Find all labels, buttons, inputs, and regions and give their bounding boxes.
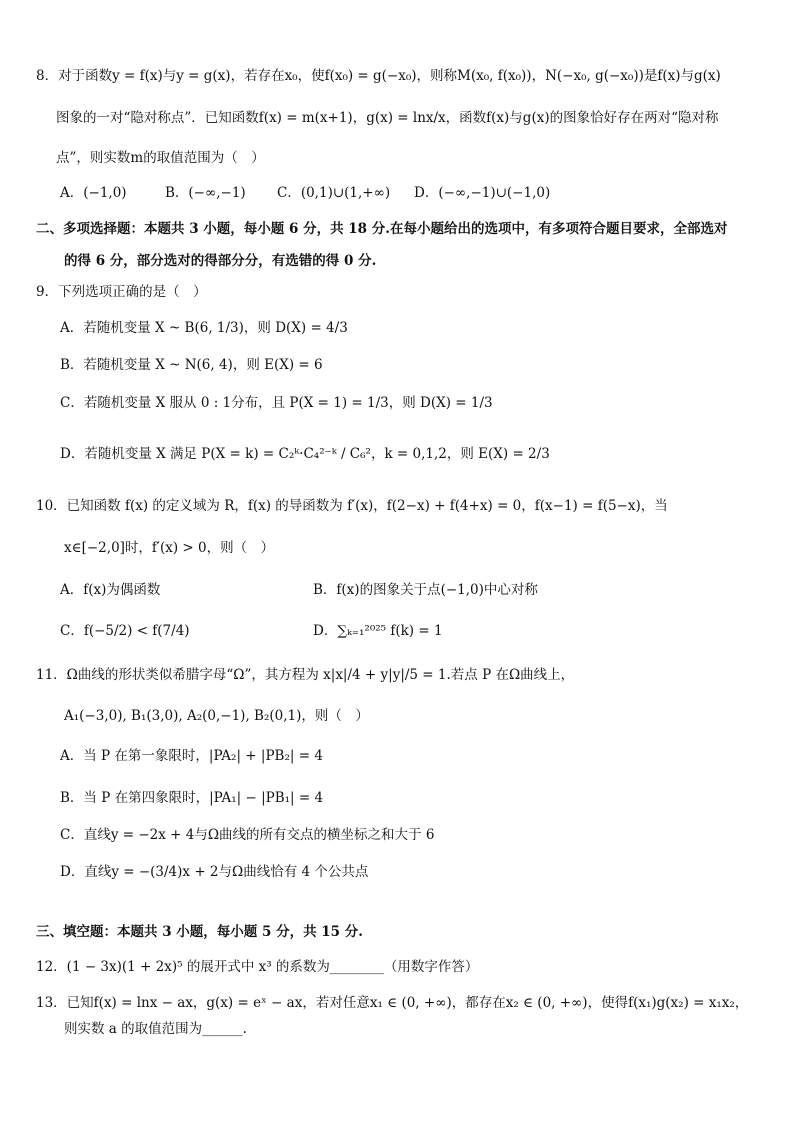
q8-stem-line3: 点”，则实数m的取值范围为（ ） — [56, 150, 265, 166]
q10-stem-line2: x∈[−2,0]时，f′(x) > 0，则（ ） — [64, 540, 275, 556]
q9-option-c: C．若随机变量 X 服从 0 : 1分布，且 P(X = 1) = 1/3，则 D(X) = 1/3 — [60, 395, 493, 411]
q10-option-a: A．f(x)为偶函数 — [60, 582, 161, 598]
q11-option-c: C．直线y = −2x + 4与Ω曲线的所有交点的横坐标之和大于 6 — [60, 827, 435, 843]
q11-option-a: A．当 P 在第一象限时，|PA₂| + |PB₂| = 4 — [60, 748, 323, 764]
q8-option-b: B．(−∞,−1) — [165, 185, 246, 201]
q11-option-d: D．直线y = −(3/4)x + 2与Ω曲线恰有 4 个公共点 — [60, 864, 369, 880]
q10-option-d: D．∑ₖ₌₁²⁰²⁵ f(k) = 1 — [313, 623, 443, 639]
q8-stem-line1: 8．对于函数y = f(x)与y = g(x)，若存在x₀，使f(x₀) = g(−x₀)，则称M(x₀, f(x₀))，N(−x₀, g(−x₀))是f(x)与g(x) — [36, 68, 721, 84]
q13-stem-line2: 则实数 a 的取值范围为______. — [64, 1021, 247, 1037]
q13-stem-line1: 13．已知f(x) = lnx − ax，g(x) = eˣ − ax，若对任意x₁ ∈ (0, +∞)，都存在x₂ ∈ (0, +∞)，使得f(x₁)g(x₂) = x₁x₂， — [36, 995, 749, 1011]
q11-option-b: B．当 P 在第四象限时，|PA₁| − |PB₁| = 4 — [60, 790, 324, 806]
q10-option-c: C．f(−5/2) < f(7/4) — [60, 623, 190, 639]
q9-option-b: B．若随机变量 X ~ N(6, 4)，则 E(X) = 6 — [60, 357, 323, 373]
q8-option-a: A．(−1,0) — [60, 185, 127, 201]
section2-heading-line1: 二、多项选择题：本题共 3 小题，每小题 6 分，共 18 分.在每小题给出的选项中，有多项符合题目要求，全部选对 — [36, 221, 728, 237]
q11-stem-line1: 11．Ω曲线的形状类似希腊字母“Ω”，其方程为 x|x|/4 + y|y|/5 = 1.若点 P 在Ω曲线上， — [36, 667, 575, 683]
q9-stem: 9．下列选项正确的是（ ） — [36, 284, 207, 300]
q8-stem-line2: 图象的一对“隐对称点”．已知函数f(x) = m(x+1)，g(x) = lnx/x，函数f(x)与g(x)的图象恰好存在两对“隐对称 — [56, 110, 719, 126]
section3-heading: 三、填空题：本题共 3 小题，每小题 5 分，共 15 分. — [36, 924, 363, 940]
q12-stem: 12．(1 − 3x)(1 + 2x)⁵ 的展开式中 x³ 的系数为________（用数字作答） — [36, 959, 479, 975]
q10-option-b: B．f(x)的图象关于点(−1,0)中心对称 — [313, 582, 538, 598]
q11-stem-line2: A₁(−3,0), B₁(3,0), A₂(0,−1), B₂(0,1)，则（ ） — [64, 708, 369, 724]
q8-option-c: C．(0,1)∪(1,+∞) — [277, 185, 391, 201]
section2-heading-line2: 的得 6 分，部分选对的得部分分，有选错的得 0 分. — [64, 253, 377, 269]
q10-stem-line1: 10．已知函数 f(x) 的定义域为 R，f(x) 的导函数为 f′(x)，f(2−x) + f(4+x) = 0，f(x−1) = f(5−x)，当 — [36, 498, 668, 514]
q9-option-a: A．若随机变量 X ~ B(6, 1/3)，则 D(X) = 4/3 — [60, 320, 348, 336]
q9-option-d: D．若随机变量 X 满足 P(X = k) = C₂ᵏ·C₄²⁻ᵏ / C₆²，k = 0,1,2，则 E(X) = 2/3 — [60, 446, 550, 462]
q8-option-d: D．(−∞,−1)∪(−1,0) — [414, 185, 551, 201]
